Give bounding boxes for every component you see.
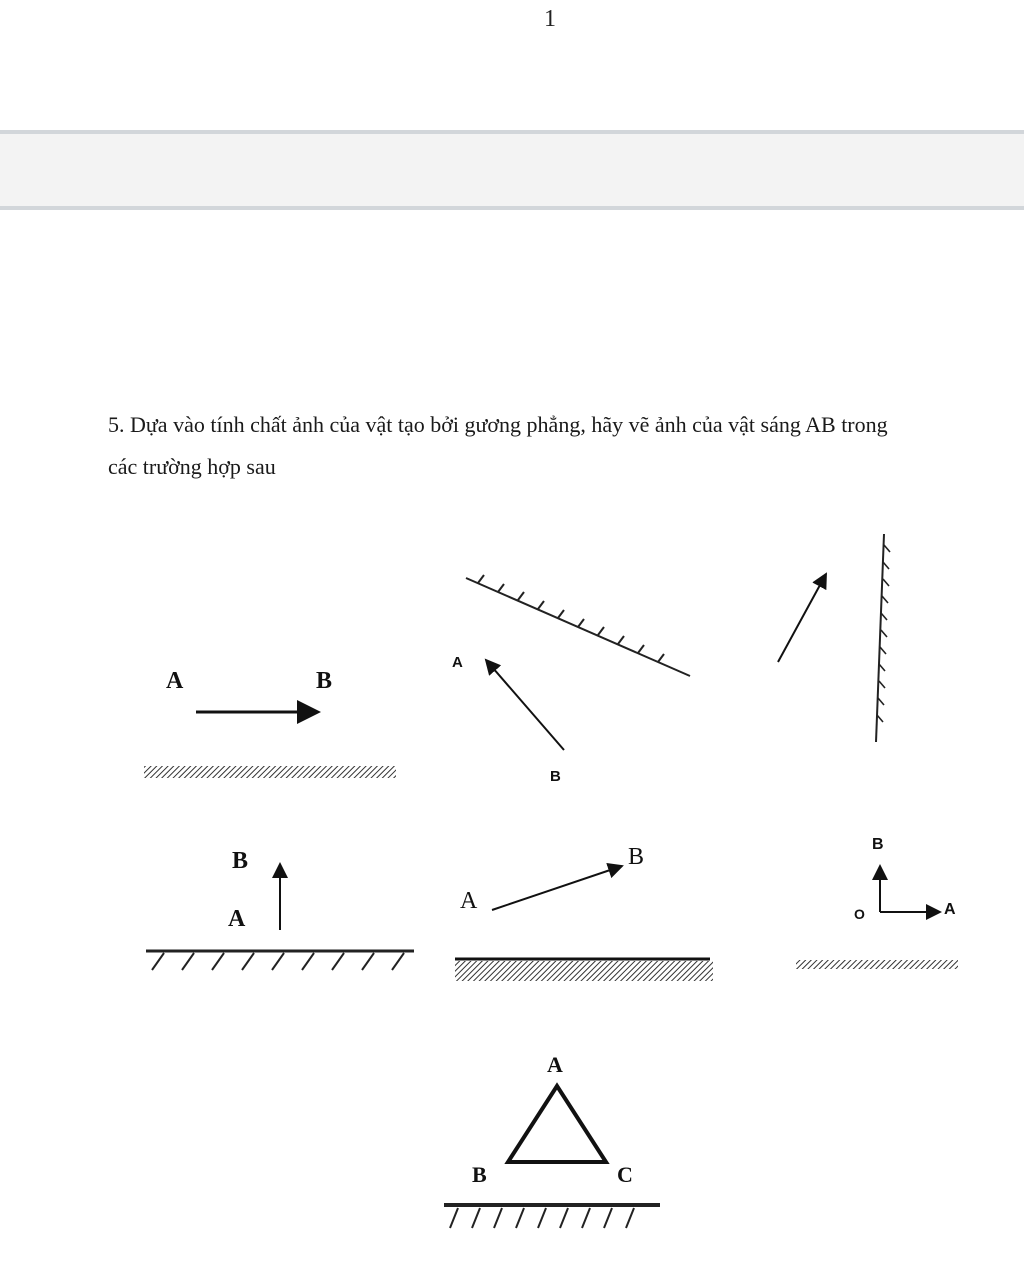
fig5-object-arrow bbox=[492, 866, 622, 910]
fig6-label-a: A bbox=[944, 901, 956, 918]
fig5-mirror-hatch bbox=[455, 961, 713, 981]
fig7-label-b: B bbox=[472, 1162, 487, 1187]
question-line-2: các trường hợp sau bbox=[108, 454, 276, 479]
fig4-label-b: B bbox=[232, 848, 249, 874]
fig4-label-a: A bbox=[228, 906, 246, 932]
figure-5 bbox=[455, 844, 713, 981]
fig6-label-b: B bbox=[872, 836, 884, 853]
fig2-object-arrow bbox=[486, 660, 564, 750]
fig2-mirror-hatch bbox=[478, 575, 664, 662]
fig6-mirror bbox=[796, 960, 958, 969]
fig2-label-a: A bbox=[452, 654, 463, 671]
fig7-triangle bbox=[508, 1086, 606, 1162]
fig7-label-a: A bbox=[547, 1052, 563, 1077]
fig1-label-b: B bbox=[316, 668, 333, 694]
page-number: 1 bbox=[544, 6, 556, 32]
figure-1 bbox=[144, 668, 396, 778]
question-line-1: 5. Dựa vào tính chất ảnh của vật tạo bởi gương phẳng, hãy vẽ ảnh của vật sáng AB trong bbox=[108, 412, 888, 437]
fig1-mirror bbox=[144, 766, 396, 778]
fig4-mirror-hatch bbox=[152, 953, 404, 970]
fig1-label-a: A bbox=[166, 668, 184, 694]
fig3-mirror-line bbox=[876, 534, 884, 742]
fig5-label-a: A bbox=[460, 888, 478, 914]
figure-4 bbox=[146, 848, 414, 970]
fig2-label-b: B bbox=[550, 768, 561, 785]
figure-3 bbox=[778, 534, 890, 742]
figure-6 bbox=[796, 836, 958, 969]
fig5-label-b: B bbox=[628, 844, 645, 870]
figure-2 bbox=[452, 575, 690, 785]
fig7-label-c: C bbox=[617, 1162, 633, 1187]
fig6-label-o: O bbox=[854, 906, 865, 922]
fig7-mirror-hatch bbox=[450, 1208, 634, 1228]
fig3-object-arrow bbox=[778, 574, 826, 662]
figure-7 bbox=[444, 1052, 660, 1228]
